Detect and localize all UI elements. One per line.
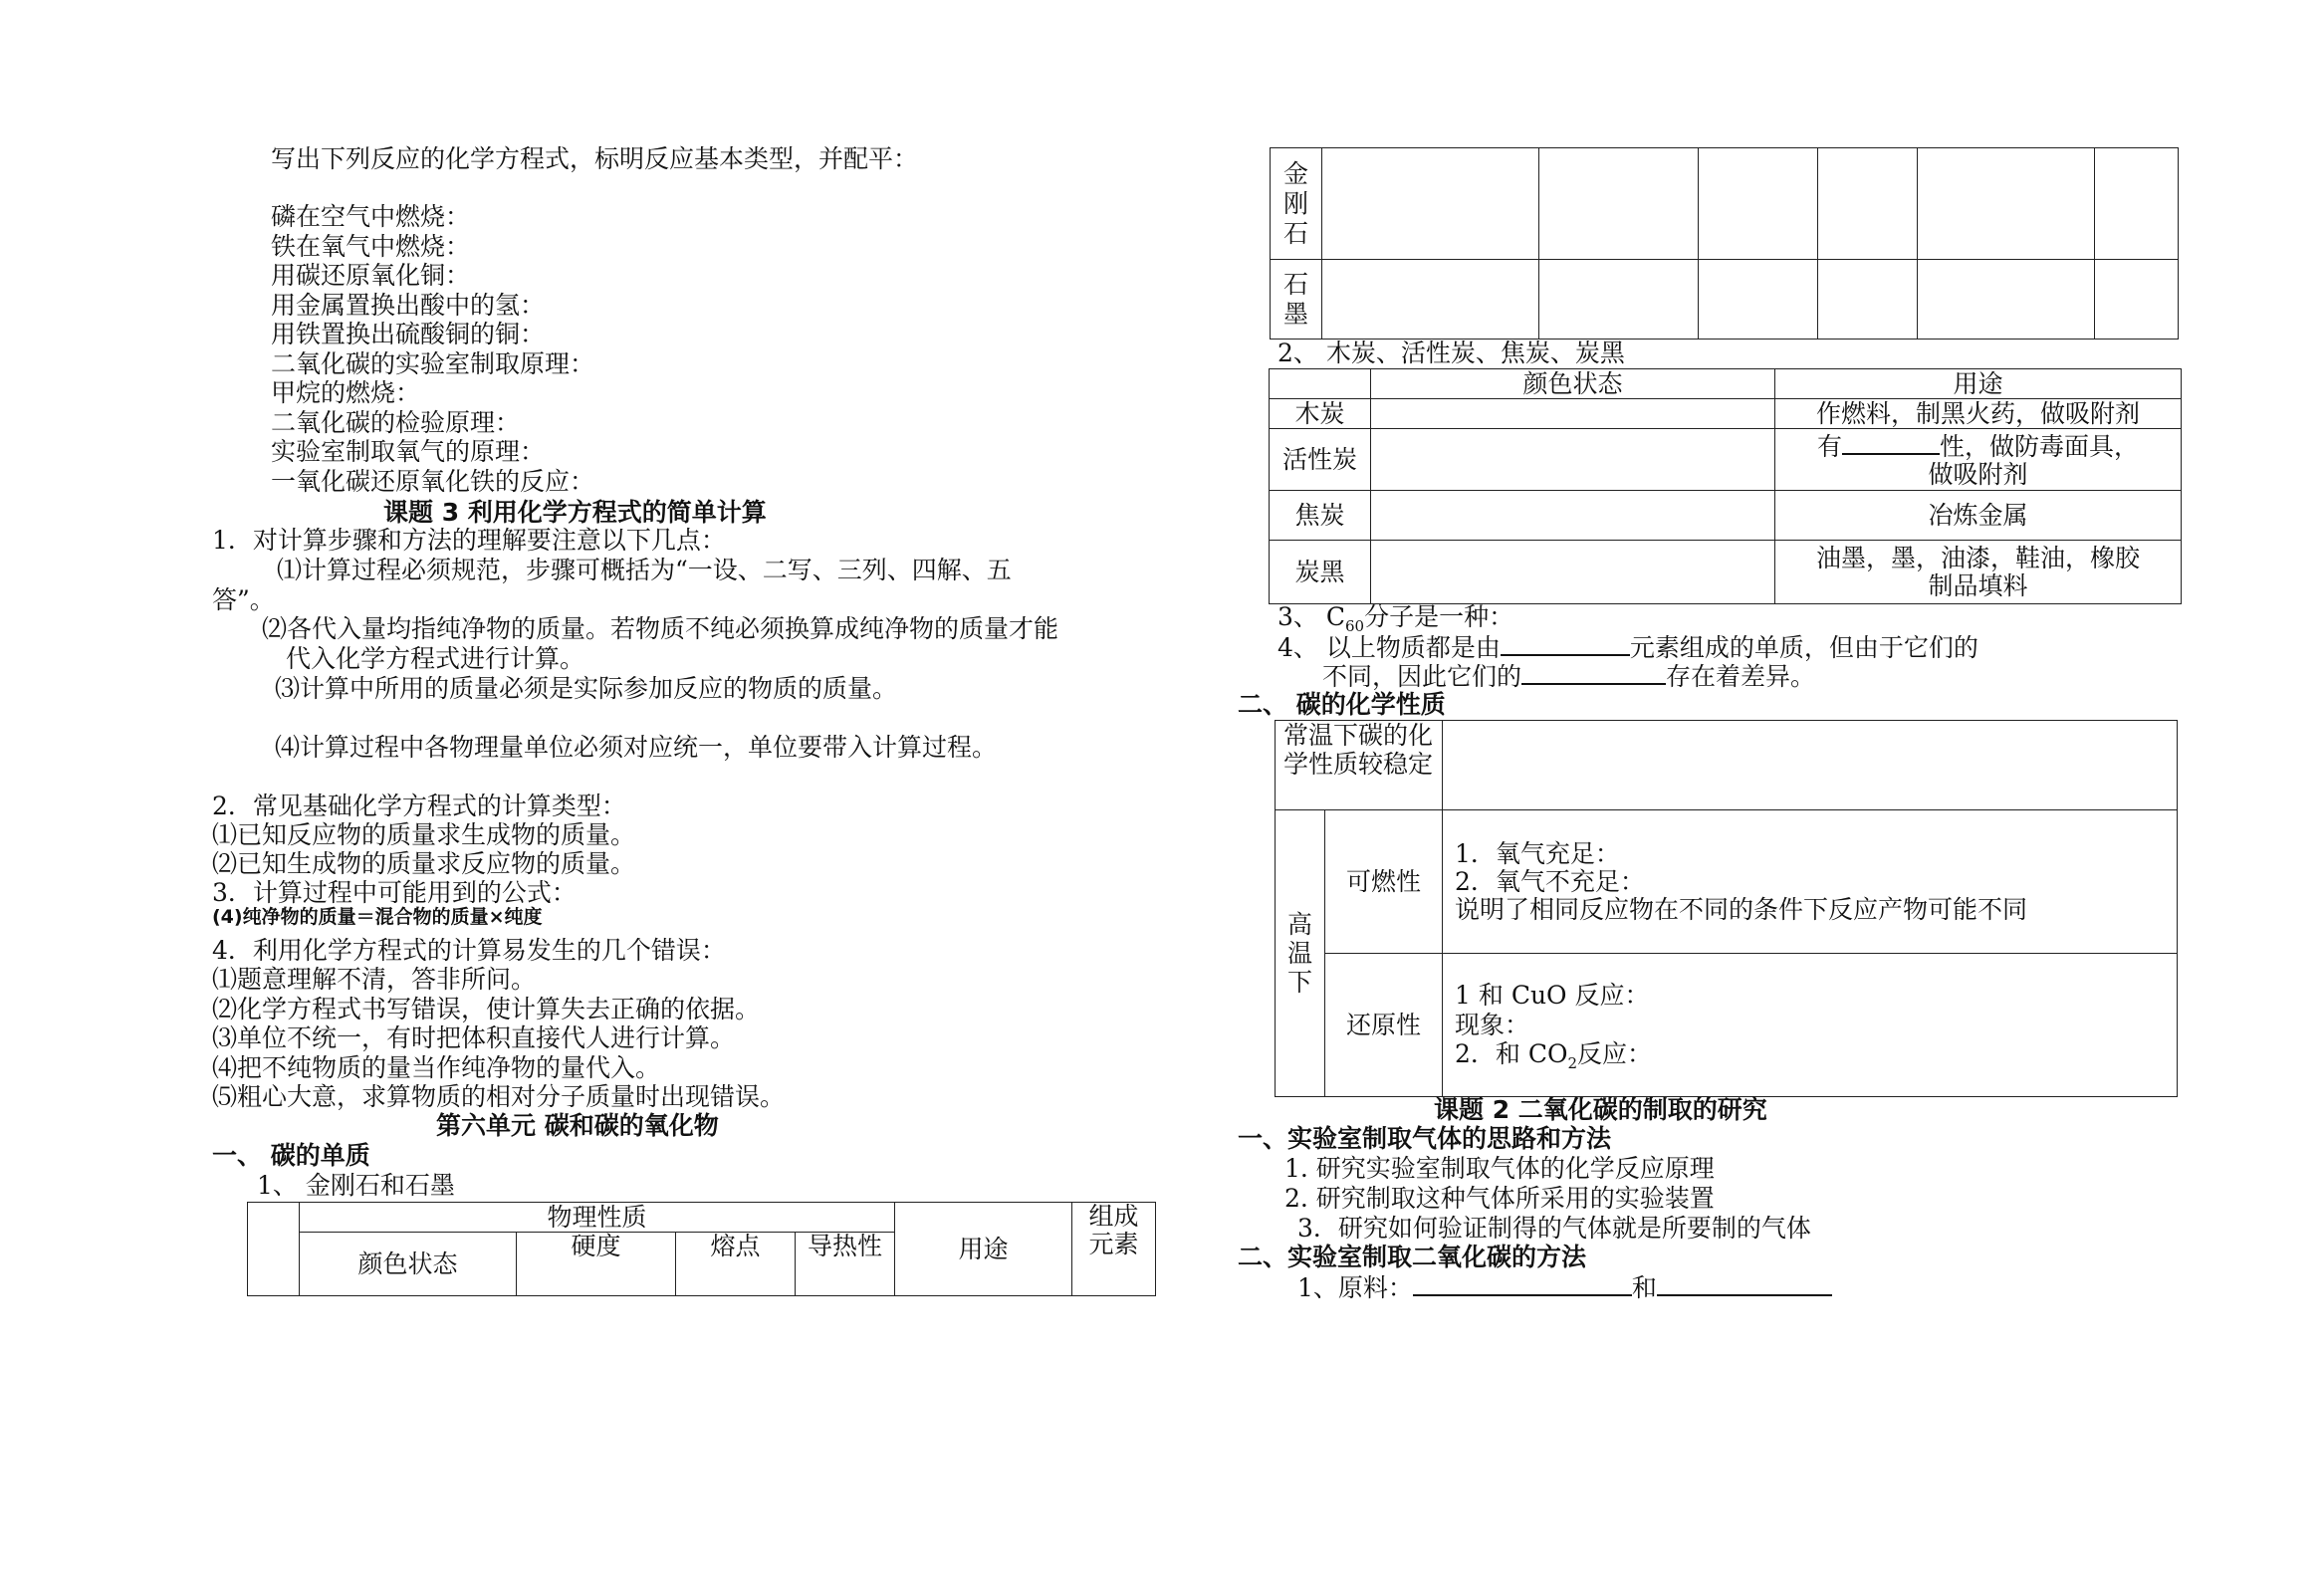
table-cell (1322, 260, 1539, 340)
carbon-forms-table (1269, 368, 2182, 604)
point-1-2b: 代入化学方程式进行计算。 (286, 644, 585, 673)
list-item: 磷在空气中燃烧： (271, 202, 471, 231)
point-4: 4．利用化学方程式的计算易发生的几个错误： (212, 936, 726, 965)
list-item: 二氧化碳的检验原理： (271, 407, 521, 437)
table-cell (1443, 721, 2178, 810)
point-2-2: ⑵已知生成物的质量求反应物的质量。 (212, 849, 636, 878)
reducibility-label: 还原性 (1325, 954, 1443, 1097)
item-4-text: 元素组成的单质，但由于它们的 (1629, 633, 1978, 662)
item-3-subscript: 60 (1344, 617, 1365, 635)
item-2-heading: 2、 木炭、活性炭、焦炭、炭黑 (1278, 339, 1625, 367)
point-1-4: ⑷计算过程中各物理量单位必须对应统一，单位要带入计算过程。 (275, 733, 998, 762)
row-label-coke: 焦炭 (1270, 491, 1371, 541)
composition-header: 组成元素 (1072, 1203, 1156, 1296)
part-1-item-2: 2. 研究制取这种气体所采用的实验装置 (1284, 1184, 1715, 1213)
reducibility-text: 反应： (1577, 1039, 1653, 1069)
and-text: 和 (1631, 1273, 1657, 1302)
diamond-graphite-table-rows (1270, 147, 2179, 340)
item-4-text: 存在着差异。 (1666, 662, 1816, 691)
use-part: 制品填料 (1928, 570, 2028, 600)
table-cell (1371, 491, 1775, 541)
unit6-title: 第六单元 碳和碳的氧化物 (436, 1111, 719, 1140)
table-cell (1539, 148, 1699, 260)
point-1-1a: ⑴计算过程必须规范，步骤可概括为“一设、二写、三列、四解、五 (277, 556, 1012, 584)
list-item: 用碳还原氧化铜： (271, 261, 471, 290)
table-cell (1371, 429, 1775, 491)
raw-materials-label: 1、原料： (1297, 1273, 1413, 1302)
table-cell (2095, 148, 2179, 260)
point-2-1: ⑴已知反应物的质量求生成物的质量。 (212, 820, 636, 849)
reducibility-text: 2．和 CO (1455, 1039, 1568, 1069)
row-label-graphite: 石墨 (1271, 260, 1322, 340)
color-state-header: 颜色状态 (1371, 369, 1775, 399)
item-4-line1 (1278, 632, 1978, 663)
table-cell (1322, 148, 1539, 260)
conductivity-header: 导热性 (796, 1233, 895, 1296)
list-item: 二氧化碳的实验室制取原理： (271, 348, 595, 378)
part-1-item-3: 3．研究如何验证制得的气体就是所要制的气体 (1297, 1214, 1811, 1243)
reaction-list (271, 202, 594, 496)
reducibility-cell (1443, 954, 2178, 1097)
formula: (4)纯净物的质量＝混合物的质量×纯度 (212, 906, 543, 928)
flammability-cell (1443, 810, 2178, 954)
list-item: 用金属置换出酸中的氢： (271, 290, 546, 320)
table-cell (1918, 148, 2095, 260)
item-3-text: 3、 C (1278, 602, 1345, 631)
physical-properties-header: 物理性质 (300, 1203, 895, 1233)
coke-use: 冶炼金属 (1775, 491, 2182, 541)
table-cell (1699, 148, 1818, 260)
fill-blank[interactable] (1501, 632, 1630, 656)
fill-blank[interactable] (1413, 1272, 1632, 1296)
part-2-item-1 (1297, 1272, 1832, 1303)
carbon-black-use (1775, 541, 2182, 604)
list-item: ⑵化学方程式书写错误，使计算失去正确的依据。 (212, 994, 761, 1023)
item-4-text: 4、 以上物质都是由 (1278, 633, 1501, 662)
table-cell (1918, 260, 2095, 340)
list-item: ⑸粗心大意，求算物质的相对分子质量时出现错误。 (212, 1082, 786, 1111)
list-item: 甲烷的燃烧： (271, 378, 421, 407)
stable-label: 常温下碳的化学性质较稳定 (1276, 721, 1443, 810)
section-1-item-1: 1、 金刚石和石墨 (257, 1171, 455, 1200)
part-2-heading: 二、实验室制取二氧化碳的方法 (1238, 1243, 1587, 1271)
corner-cell (248, 1203, 300, 1296)
reactions-intro: 写出下列反应的化学方程式，标明反应基本类型，并配平： (271, 144, 919, 173)
subscript: 2 (1567, 1054, 1578, 1073)
flammability-label: 可燃性 (1325, 810, 1443, 954)
row-label-activated-carbon: 活性炭 (1270, 429, 1371, 491)
flammability-line: 2．氧气不充足： (1455, 866, 1645, 896)
hardness-header: 硬度 (517, 1233, 676, 1296)
list-item: ⑶单位不统一，有时把体积直接代人进行计算。 (212, 1023, 736, 1052)
item-4-text: 不同，因此它们的 (1322, 662, 1522, 691)
use-part: 有 (1816, 431, 1842, 461)
color-state-header: 颜色状态 (300, 1233, 517, 1296)
use-part: 油墨，墨，油漆，鞋油，橡胶 (1815, 543, 2140, 572)
list-item: 铁在氧气中燃烧： (271, 231, 471, 261)
charcoal-use: 作燃料，制黑火药，做吸附剂 (1775, 399, 2182, 429)
point-1-1b: 答”。 (212, 585, 275, 614)
table-cell (1371, 399, 1775, 429)
item-3-text: 分子是一种： (1364, 602, 1514, 631)
row-label-charcoal: 木炭 (1270, 399, 1371, 429)
table-cell (1818, 148, 1918, 260)
point-3: 3．计算过程中可能用到的公式： (212, 878, 577, 907)
high-temp-label: 高温下 (1276, 810, 1325, 1097)
use-header: 用途 (895, 1203, 1072, 1296)
fill-blank[interactable] (1842, 431, 1940, 455)
section-2-heading: 二、 碳的化学性质 (1238, 690, 1446, 719)
flammability-line: 1．氧气充足： (1455, 838, 1620, 868)
list-item: ⑷把不纯物质的量当作纯净物的量代入。 (212, 1052, 661, 1082)
table-cell (2095, 260, 2179, 340)
list-item: ⑴题意理解不清，答非所问。 (212, 965, 537, 994)
list-item: 一氧化碳还原氧化铁的反应： (271, 466, 595, 496)
error-list (212, 965, 785, 1112)
table-cell (1699, 260, 1818, 340)
part-1-item-1: 1. 研究实验室制取气体的化学反应原理 (1284, 1154, 1715, 1183)
use-header: 用途 (1775, 369, 2182, 399)
corner-cell (1270, 369, 1371, 399)
item-4-line2 (1322, 661, 1815, 692)
melting-point-header: 熔点 (676, 1233, 796, 1296)
point-1-3: ⑶计算中所用的质量必须是实际参加反应的物质的质量。 (275, 674, 898, 703)
flammability-line: 说明了相同反应物在不同的条件下反应产物可能不同 (1455, 894, 2028, 924)
point-1-2a: ⑵各代入量均指纯净物的质量。若物质不纯必须换算成纯净物的质量才能 (262, 614, 1059, 643)
fill-blank[interactable] (1657, 1272, 1832, 1296)
reducibility-line: 1 和 CuO 反应： (1455, 981, 1650, 1011)
use-part: 性，做防毒面具， (1940, 431, 2140, 461)
reducibility-line: 现象： (1455, 1010, 1530, 1039)
list-item: 实验室制取氧气的原理： (271, 437, 546, 466)
lesson3-title: 课题 3 利用化学方程式的简单计算 (383, 498, 767, 527)
part-1-heading: 一、实验室制取气体的思路和方法 (1238, 1124, 1612, 1153)
diamond-graphite-table-header (247, 1202, 1156, 1296)
row-label-carbon-black: 炭黑 (1270, 541, 1371, 604)
point-2: 2．常见基础化学方程式的计算类型： (212, 792, 626, 820)
table-cell (1818, 260, 1918, 340)
lesson2-title: 课题 2 二氧化碳的制取的研究 (1434, 1095, 1767, 1124)
row-label-diamond: 金刚石 (1271, 148, 1322, 260)
carbon-chemical-properties-table (1275, 720, 2178, 1097)
item-3 (1278, 602, 1514, 635)
table-cell (1371, 541, 1775, 604)
section-1-heading: 一、 碳的单质 (212, 1141, 370, 1170)
use-part: 做吸附剂 (1928, 459, 2028, 489)
table-cell (1539, 260, 1699, 340)
fill-blank[interactable] (1521, 661, 1666, 685)
activated-carbon-use (1775, 429, 2182, 491)
list-item: 用铁置换出硫酸铜的铜： (271, 320, 546, 348)
point-1: 1．对计算步骤和方法的理解要注意以下几点： (212, 526, 726, 555)
reducibility-line (1455, 1039, 2165, 1073)
